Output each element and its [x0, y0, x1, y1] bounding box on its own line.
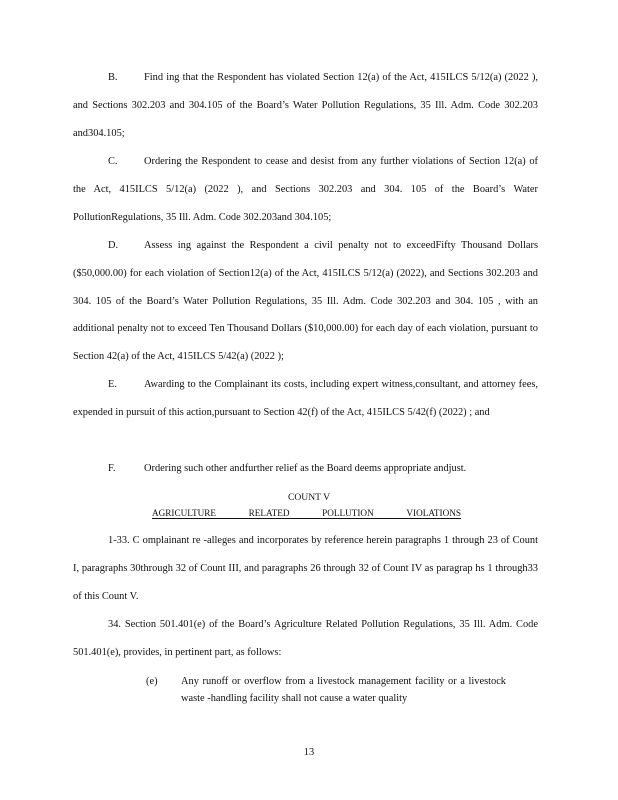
paragraph-e [73, 371, 538, 427]
paragraph-label: E. [108, 379, 117, 390]
paragraph-1-33: 1-33. C omplainant re -alleges and incorporates by reference herein paragraphs 1 through 23 of Count I, paragraphs 30through 32 of Count III, and paragraphs 26 through 32 of Count IV as paragrap hs 1 through33 of this Count V. [73, 535, 538, 602]
paragraph-text: Awarding to the Complainant its costs, including expert witness,consultant, and attorney fees, expended in pursuit of this action,pursuant to Section 42(f) of the Act, 415ILCS 5/42(f) (2022) ; and [73, 379, 538, 418]
paragraph-label: F. [108, 463, 116, 474]
quote-label: (e) [146, 676, 158, 687]
page-number: 13 [303, 747, 315, 758]
paragraph-text: Ordering the Respondent to cease and desist from any further violations of Section 12(a) of the Act, 415ILCS 5/12(a) (2022 ), and Sections 302.203 and 304. 105 of the Board’s Water PollutionRegulations, 35 Ill. Adm. Code 302.203and 304.105; [73, 156, 538, 223]
count-heading: COUNT V [287, 492, 331, 503]
paragraph-text: Ordering such other andfurther relief as the Board deems appropriate andjust. [144, 463, 467, 474]
paragraph-b [73, 64, 538, 147]
paragraph-34: 34. Section 501.401(e) of the Board’s Agriculture Related Pollution Regulations, 35 Ill. Adm. Code 501.401(e), provides, in pertinent part, as follows: [73, 619, 538, 658]
subheading-word: RELATED [248, 508, 290, 518]
paragraph-label: C. [108, 156, 118, 167]
paragraph-label: B. [108, 72, 118, 83]
paragraph-label: D. [108, 240, 119, 251]
subheading-word: VIOLATIONS [406, 508, 461, 518]
subheading-word: AGRICULTURE [152, 508, 216, 518]
paragraph-text: Assess ing against the Respondent a civil penalty not to exceedFifty Thousand Dollars ($50,000.00) for each violation of Section12(a) of the Act, 415ILCS 5/12(a) (2022), and Sections 302.203 and 304. 105 of the Board’s Water Pollution Regulations, 35 Ill. Adm. Code 302.203 and 304. 105 , with an additional penalty not to exceed Ten Thousand Dollars ($10,000.00) for each day of each violation, pursuant to Section 42(a) of the Act, 415ILCS 5/42(a) (2022 ); [73, 240, 538, 363]
paragraph-text: Find ing that the Respondent has violated Section 12(a) of the Act, 415ILCS 5/12(a) (2022 ), and Sections 302.203 and 304.105 of the Board’s Water Pollution Regulations, 35 Ill. Adm. Code 302.203 and304.105; [73, 72, 538, 139]
quote-text: Any runoff or overflow from a livestock management facility or a livestock waste -handling facility shall not cause a water quality [181, 676, 506, 704]
subheading-word: POLLUTION [322, 508, 374, 518]
paragraph-d [73, 232, 538, 371]
paragraph-f [73, 455, 538, 483]
paragraph-c [73, 148, 538, 231]
count-subheading [152, 508, 461, 519]
